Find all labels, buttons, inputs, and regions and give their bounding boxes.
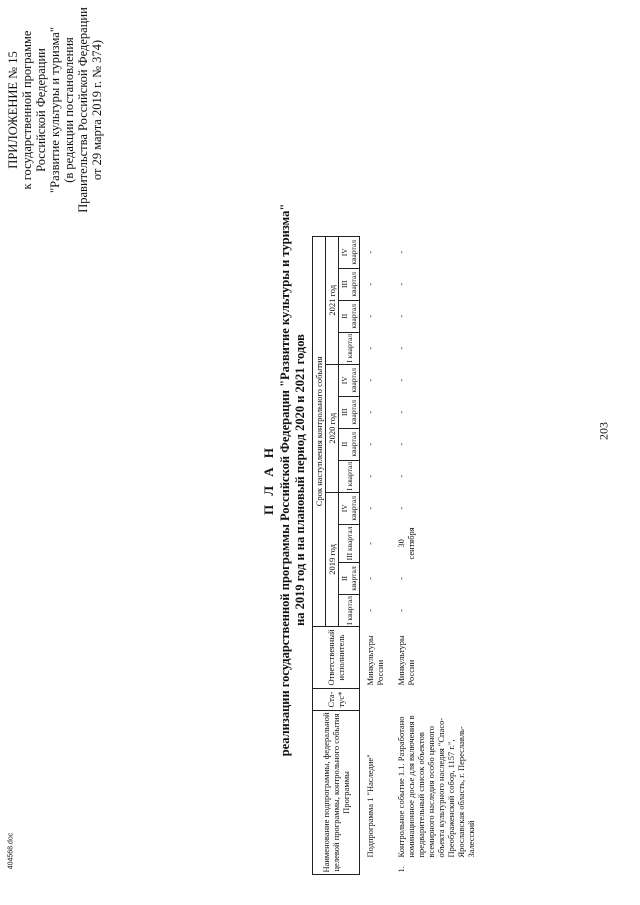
cell-2021-q4: - xyxy=(365,250,375,254)
table-row-event xyxy=(388,236,479,874)
header-quarter: II квартал xyxy=(339,300,360,332)
appendix-line: "Развитие культуры и туризма" xyxy=(48,27,62,193)
appendix-heading: ПРИЛОЖЕНИЕ № 15 xyxy=(6,51,20,169)
header-quarter: III квартал xyxy=(339,396,360,428)
cell-2019-q1: - xyxy=(396,609,406,612)
title-line: на 2019 год и на плановый период 2020 и 2021 годов xyxy=(293,334,307,626)
row-executor: Минкультуры России xyxy=(396,635,416,686)
cell-2020-q1: - xyxy=(365,474,375,478)
header-status: Ста-тус* xyxy=(313,689,360,711)
cell-2019-q2: - xyxy=(365,577,375,580)
cell-2020-q3: - xyxy=(396,410,406,414)
cell-2020-q4: - xyxy=(396,378,406,382)
cell-2019-q4: - xyxy=(365,506,375,510)
table-row-subprogram xyxy=(360,236,389,874)
cell-2021-q2: - xyxy=(365,314,375,318)
cell-2020-q3: - xyxy=(365,410,375,414)
row-number xyxy=(360,861,389,875)
header-quarter: III квартал xyxy=(339,524,360,562)
cell-2019-q1: - xyxy=(365,609,375,612)
cell-2021-q1: - xyxy=(365,346,375,350)
title-plan: П Л А Н xyxy=(261,444,276,516)
header-quarter: I квартал xyxy=(339,332,360,364)
header-quarter: I квартал xyxy=(339,595,360,627)
row-executor: Минкультуры России xyxy=(365,635,385,686)
appendix-line: от 29 марта 2019 г. № 374) xyxy=(90,39,104,181)
cell-2021-q3: - xyxy=(396,282,406,286)
header-quarter: I квартал xyxy=(339,460,360,492)
document-code: 404568.doc xyxy=(7,832,15,870)
header-quarter: II квартал xyxy=(339,563,360,595)
cell-2019-q3: 30 сентября xyxy=(396,527,416,560)
title-line: реализации государственной программы Российской Федерации "Развитие культуры и туризма" xyxy=(278,203,292,757)
cell-2021-q1: - xyxy=(396,346,406,350)
header-quarter: IV квартал xyxy=(339,236,360,268)
appendix-line: Российской Федерации xyxy=(34,48,48,172)
cell-2020-q1: - xyxy=(396,474,406,478)
header-name: Наименование подпрограммы, федеральной целевой программы, контрольного события Программы xyxy=(313,711,360,875)
plan-table xyxy=(312,236,479,875)
header-quarter: IV квартал xyxy=(339,364,360,396)
row-name: Контрольное событие 1.1. Разработано номинационное досье для включения в предварительный список объектов всемирного наследия особо ценного объекта культурного наследия "Спасо-Преображенский собор, 1157 г.", Ярославская область, г. Переславль-Залесский xyxy=(396,715,476,858)
cell-2019-q4: - xyxy=(396,506,406,510)
row-name: Подпрограмма 1 "Наследие" xyxy=(365,754,375,858)
row-number: 1. xyxy=(396,866,406,873)
header-quarter: III квартал xyxy=(339,268,360,300)
cell-2019-q3: - xyxy=(365,541,375,545)
header-quarter: II квартал xyxy=(339,428,360,460)
row-status xyxy=(360,689,389,711)
cell-2020-q2: - xyxy=(365,442,375,446)
cell-2021-q4: - xyxy=(396,250,406,254)
header-quarter: IV квартал xyxy=(339,492,360,524)
cell-2019-q2: - xyxy=(396,577,406,580)
header-executor: Ответственный исполнитель xyxy=(313,627,360,689)
cell-2021-q2: - xyxy=(396,314,406,318)
header-year-2020: 2020 год xyxy=(326,364,339,492)
appendix-block xyxy=(6,0,104,220)
cell-2020-q4: - xyxy=(365,378,375,382)
header-year-2021: 2021 год xyxy=(326,236,339,364)
appendix-line: (в редакции постановления xyxy=(62,37,76,183)
document-title xyxy=(260,165,308,795)
appendix-line: к государственной программе xyxy=(20,30,34,190)
appendix-line: Правительства Российской Федерации xyxy=(76,7,90,213)
header-deadline: Срок наступления контрольного события xyxy=(313,236,326,626)
row-status xyxy=(388,689,479,711)
plan-table-container xyxy=(312,236,479,875)
cell-2020-q2: - xyxy=(396,442,406,446)
header-year-2019: 2019 год xyxy=(326,492,339,626)
cell-2021-q3: - xyxy=(365,282,375,286)
page-number: 203 xyxy=(596,422,611,440)
